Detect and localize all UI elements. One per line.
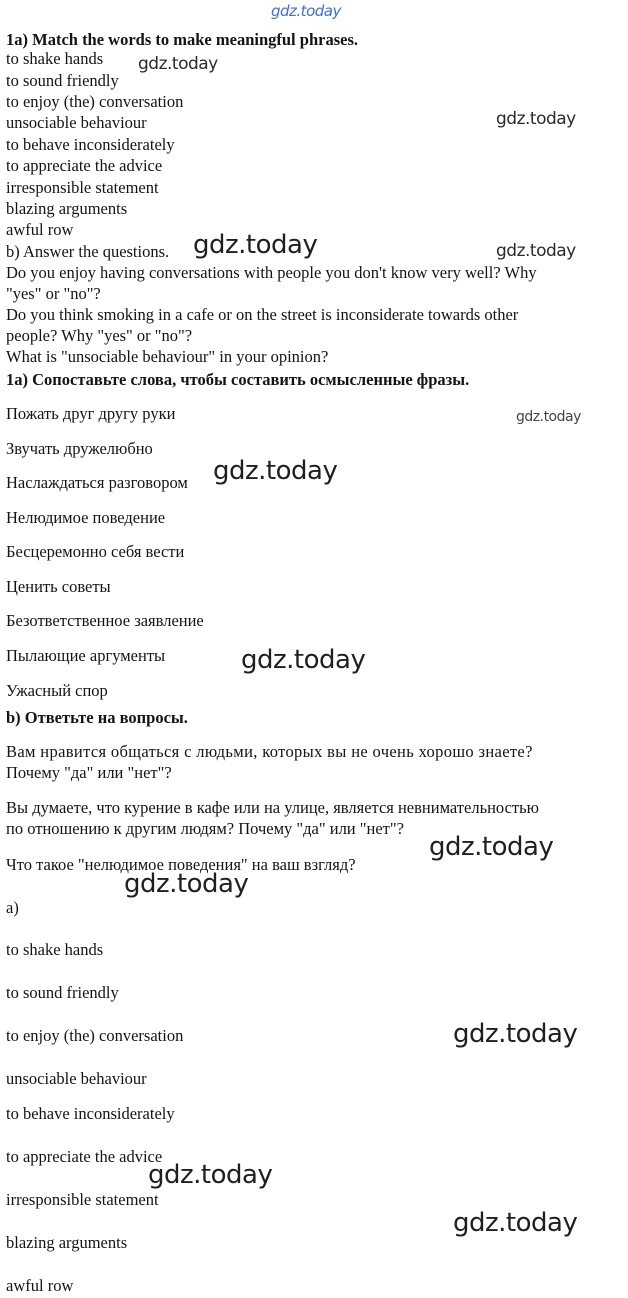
ru-question-1-line-2: Почему "да" или "нет"? bbox=[6, 763, 172, 782]
watermark: gdz.today bbox=[213, 456, 338, 486]
answer-phrase-6: to appreciate the advice bbox=[6, 1147, 163, 1166]
watermark: gdz.today bbox=[124, 869, 249, 899]
en-question-2-line-1: Do you think smoking in a cafe or on the street is inconsiderate towards other bbox=[6, 305, 519, 324]
en-phrase-3: to enjoy (the) conversation bbox=[6, 92, 184, 111]
ru-b-heading: b) Ответьте на вопросы. bbox=[6, 708, 188, 727]
ru-question-2-line-1: Вы думаете, что курение в кафе или на улице, является невнимательностью bbox=[6, 798, 539, 817]
answer-phrase-4: unsociable behaviour bbox=[6, 1069, 147, 1088]
ru-phrase-7: Безответственное заявление bbox=[6, 611, 204, 630]
watermark: gdz.today bbox=[453, 1019, 578, 1049]
en-phrase-7: irresponsible statement bbox=[6, 178, 159, 197]
watermark: gdz.today bbox=[241, 645, 366, 675]
watermark: gdz.today bbox=[193, 230, 318, 260]
ru-phrase-5: Бесцеремонно себя вести bbox=[6, 542, 185, 561]
ru-phrase-3: Наслаждаться разговором bbox=[6, 473, 188, 492]
ru-phrase-2: Звучать дружелюбно bbox=[6, 439, 153, 458]
ru-phrase-9: Ужасный спор bbox=[6, 681, 108, 700]
en-phrase-5: to behave inconsiderately bbox=[6, 135, 175, 154]
ru-phrase-1: Пожать друг другу руки bbox=[6, 404, 176, 423]
answer-phrase-2: to sound friendly bbox=[6, 983, 119, 1002]
en-phrase-4: unsociable behaviour bbox=[6, 113, 147, 132]
en-phrase-1: to shake hands bbox=[6, 49, 104, 68]
watermark: gdz.today bbox=[453, 1208, 578, 1238]
watermark: gdz.today bbox=[496, 241, 576, 261]
ru-phrase-4: Нелюдимое поведение bbox=[6, 508, 166, 527]
en-b-heading: b) Answer the questions. bbox=[6, 242, 170, 261]
watermark: gdz.today bbox=[516, 409, 581, 425]
watermark: gdz.today bbox=[138, 54, 218, 74]
answer-phrase-1: to shake hands bbox=[6, 940, 104, 959]
ru-phrase-6: Ценить советы bbox=[6, 577, 111, 596]
en-phrase-9: awful row bbox=[6, 220, 74, 239]
en-phrase-2: to sound friendly bbox=[6, 71, 119, 90]
en-phrase-6: to appreciate the advice bbox=[6, 156, 163, 175]
ru-question-1-line-1: Вам нравится общаться с людьми, которых вы не очень хорошо знаете? bbox=[6, 742, 533, 761]
answer-phrase-7: irresponsible statement bbox=[6, 1190, 159, 1209]
en-question-1-line-2: "yes" or "no"? bbox=[6, 284, 101, 303]
watermark: gdz.today bbox=[429, 832, 554, 862]
answer-phrase-8: blazing arguments bbox=[6, 1233, 128, 1252]
answer-phrase-3: to enjoy (the) conversation bbox=[6, 1026, 184, 1045]
ru-heading: 1a) Сопоставьте слова, чтобы составить осмысленные фразы. bbox=[6, 370, 470, 389]
answer-label: a) bbox=[6, 898, 19, 917]
watermark-top: gdz.today bbox=[271, 2, 341, 20]
en-phrase-8: blazing arguments bbox=[6, 199, 128, 218]
answer-phrase-9: awful row bbox=[6, 1276, 74, 1295]
en-question-2-line-2: people? Why "yes" or "no"? bbox=[6, 326, 193, 345]
answer-phrase-5: to behave inconsiderately bbox=[6, 1104, 175, 1123]
ru-question-3: Что такое "нелюдимое поведения" на ваш взгляд? bbox=[6, 855, 356, 874]
watermark: gdz.today bbox=[496, 109, 576, 129]
ru-question-2-line-2: по отношению к другим людям? Почему "да" или "нет"? bbox=[6, 819, 404, 838]
ru-phrase-8: Пылающие аргументы bbox=[6, 646, 166, 665]
en-question-3: What is "unsociable behaviour" in your opinion? bbox=[6, 347, 329, 366]
watermark: gdz.today bbox=[148, 1160, 273, 1190]
en-question-1-line-1: Do you enjoy having conversations with people you don't know very well? Why bbox=[6, 263, 537, 282]
en-heading: 1a) Match the words to make meaningful phrases. bbox=[6, 30, 358, 49]
